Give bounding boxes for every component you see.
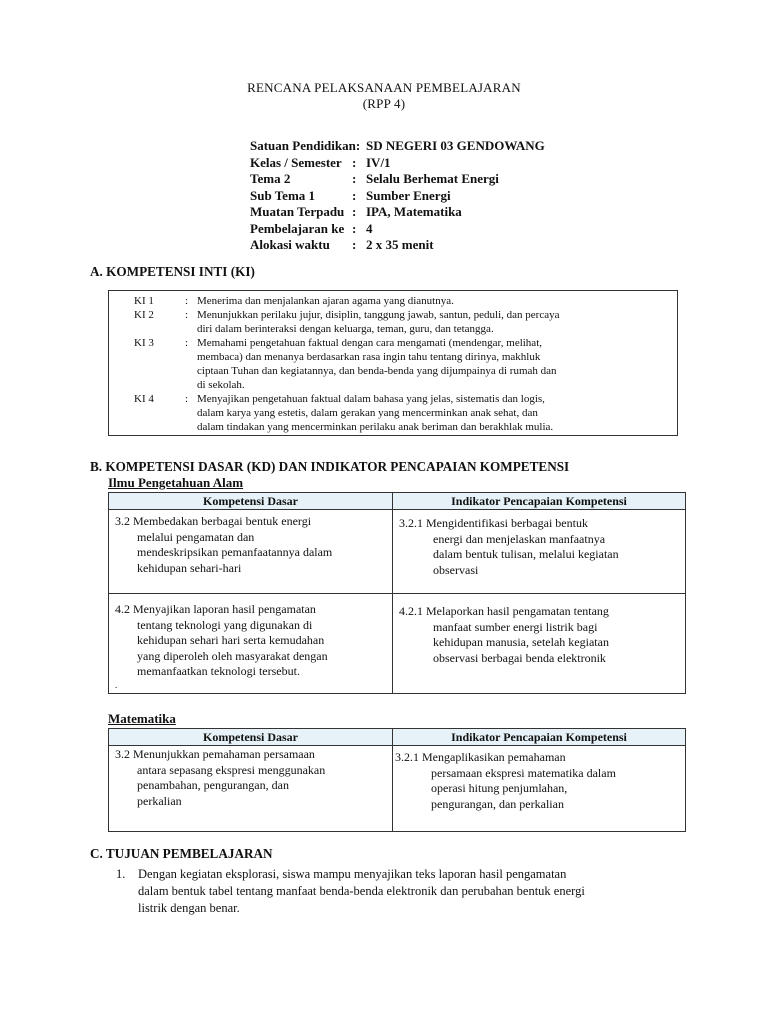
indicator-cell: 4.2.1 Melaporkan hasil pengamatan tentang manfaat sumber energi listrik bagi kehidupan manusia, setelah kegiatan observasi berbagai benda elektronik	[393, 594, 686, 694]
kd-cell: 3.2 Membedakan berbagai bentuk energi melalui pengamatan dan mendeskripsikan pemanfaatannya dalam kehidupan sehari-hari	[109, 510, 393, 594]
kd-cell: 4.2 Menyajikan laporan hasil pengamatan tentang teknologi yang digunakan di kehidupan sehari hari serta kemudahan yang diperoleh oleh masyarakat dengan memanfaatkan teknologi tersebut. .	[109, 594, 393, 694]
ipa-kd-table	[108, 492, 686, 694]
column-header: Kompetensi Dasar	[109, 729, 393, 746]
identity-row: Tema 2 : Selalu Berhemat Energi	[250, 171, 499, 186]
indicator-cell: 3.2.1 Mengaplikasikan pemahaman persamaan ekspresi matematika dalam operasi hitung penjumlahan, pengurangan, dan perkalian	[393, 746, 686, 832]
document-title: RENCANA PELAKSANAAN PEMBELAJARAN	[247, 80, 521, 95]
table-header-row	[109, 493, 686, 510]
column-header: Indikator Pencapaian Kompetensi	[393, 493, 686, 510]
indicator-cell: 3.2.1 Mengidentifikasi berbagai bentuk energi dan menjelaskan manfaatnya dalam bentuk tulisan, melalui kegiatan observasi	[393, 510, 686, 594]
identity-row: Sub Tema 1 : Sumber Energi	[250, 187, 451, 203]
ipa-subheading: Ilmu Pengetahuan Alam	[108, 475, 244, 490]
section-b-heading: B. KOMPETENSI DASAR (KD) DAN INDIKATOR PENCAPAIAN KOMPETENSI	[90, 459, 570, 474]
ki-box: KI 1 : Menerima dan menjalankan ajaran agama yang dianutnya. KI 2 : Menunjukkan perilaku jujur, disiplin, tanggung jawab, santun, peduli, dan percaya diri dalam berinteraksi dengan keluarga, teman, guru, dan tetangga. KI 3 : Memahami pengetahuan faktual dengan cara mengamati (mendengar, melihat, membaca) dan menanya berdasarkan rasa ingin tahu tentang dirinya, makhluk ciptaan Tuhan dan kegiatannya, dan benda-benda yang dijumpainya di rumah dan di sekolah. KI 4 : Menyajikan pengetahuan faktual dalam bahasa yang jelas, sistematis dan logis, dalam karya yang estetis, dalam gerakan yang mencerminkan anak sehat, dan dalam tindakan yang mencerminkan perilaku anak beriman dan berakhlak mulia.	[108, 290, 678, 436]
kd-cell: 3.2 Menunjukkan pemahaman persamaan antara sepasang ekspresi menggunakan penambahan, pengurangan, dan perkalian	[109, 746, 393, 832]
identity-row: Kelas / Semester : IV/1	[250, 154, 391, 170]
identity-row: Satuan Pendidikan: SD NEGERI 03 GENDOWANG	[250, 138, 545, 153]
identity-row: Muatan Terpadu : IPA, Matematika	[250, 204, 462, 219]
table-row	[109, 746, 686, 832]
column-header: Indikator Pencapaian Kompetensi	[393, 729, 686, 746]
column-header: Kompetensi Dasar	[109, 493, 393, 510]
identity-block	[250, 138, 545, 254]
mtk-subheading: Matematika	[108, 711, 176, 726]
table-row	[109, 510, 686, 594]
table-header-row	[109, 729, 686, 746]
table-row	[109, 594, 686, 694]
section-c-heading: C. TUJUAN PEMBELAJARAN	[90, 846, 273, 861]
identity-row: Alokasi waktu : 2 x 35 menit	[250, 237, 434, 252]
identity-row: Pembelajaran ke : 4	[250, 220, 373, 236]
document-subtitle: (RPP 4)	[362, 96, 406, 111]
mtk-kd-table	[108, 728, 686, 832]
section-a-heading: A. KOMPETENSI INTI (KI)	[90, 264, 255, 279]
document-page: RENCANA PELAKSANAAN PEMBELAJARAN (RPP 4) Satuan Pendidikan: SD NEGERI 03 GENDOWANG Kelas / Semester : IV/1 Tema 2 : Selalu Berhemat Energi Sub Tema 1 : Sumber Energi Muatan Terpadu : IPA, Matematika Pembelajaran ke : 4 Alokasi waktu : 2 x 35 menit A. KOMPETENSI INTI (KI) KI 1 : Menerima dan menjalankan ajaran agama yang dianutnya. KI 2 : Menunjukkan perilaku jujur, disiplin, tanggung jawab, santun, peduli, dan percaya diri dalam berinteraksi dengan keluarga, teman, guru, dan tetangga. KI 3 : Memahami pengetahuan faktual dengan cara mengamati (mendengar, melihat, membaca) dan menanya berdasarkan rasa ingin tahu tentang dirinya, makhluk ciptaan Tuhan dan kegiatannya, dan benda-benda yang dijumpainya di rumah dan di sekolah. KI 4 : Menyajikan pengetahuan faktual dalam bahasa yang jelas, sistematis dan logis, dalam karya yang estetis, dalam gerakan yang mencerminkan anak sehat, dan dalam tindakan yang mencerminkan perilaku anak beriman dan berakhlak mulia. B. KOMPETENSI DASAR (KD) DAN INDIKATOR PENCAPAIAN KOMPETENSI Ilmu Pengetahuan Alam Kompetensi Dasar Indikator Pencapaian Kompetensi 3.2 Membedakan berbagai bentuk energi melalui pengamatan dan mendeskripsikan pemanfaatannya dalam kehidupan sehari-hari 3.2.1 Mengidentifikasi berbagai bentuk energi dan menjelaskan manfaatnya dalam bentuk tulisan, melalui kegiatan observasi 4.2 Menyajikan laporan hasil pengamatan tentang teknologi yang digunakan di kehidupan sehari hari serta kemudahan yang diperoleh oleh masyarakat dengan memanfaatkan teknologi tersebut. . 4.2.1 Melaporkan hasil pengamatan tentang manfaat sumber energi listrik bagi kehidupan manusia, setelah kegiatan observasi berbagai benda elektronik Matematika Kompetensi Dasar Indikator Pencapaian Kompetensi 3.2 Menunjukkan pemahaman persamaan antara sepasang ekspresi menggunakan penambahan, pengurangan, dan perkalian 3.2.1 Mengaplikasikan pemahaman persamaan ekspresi matematika dalam operasi hitung penjumlahan, pengurangan, dan perkalian C. TUJUAN PEMBELAJARAN 1. Dengan kegiatan eksplorasi, siswa mampu menyajikan teks laporan hasil pengamatan dalam bentuk tabel tentang manfaat benda-benda elektronik dan perubahan bentuk energi listrik dengan benar.	[0, 0, 768, 1024]
